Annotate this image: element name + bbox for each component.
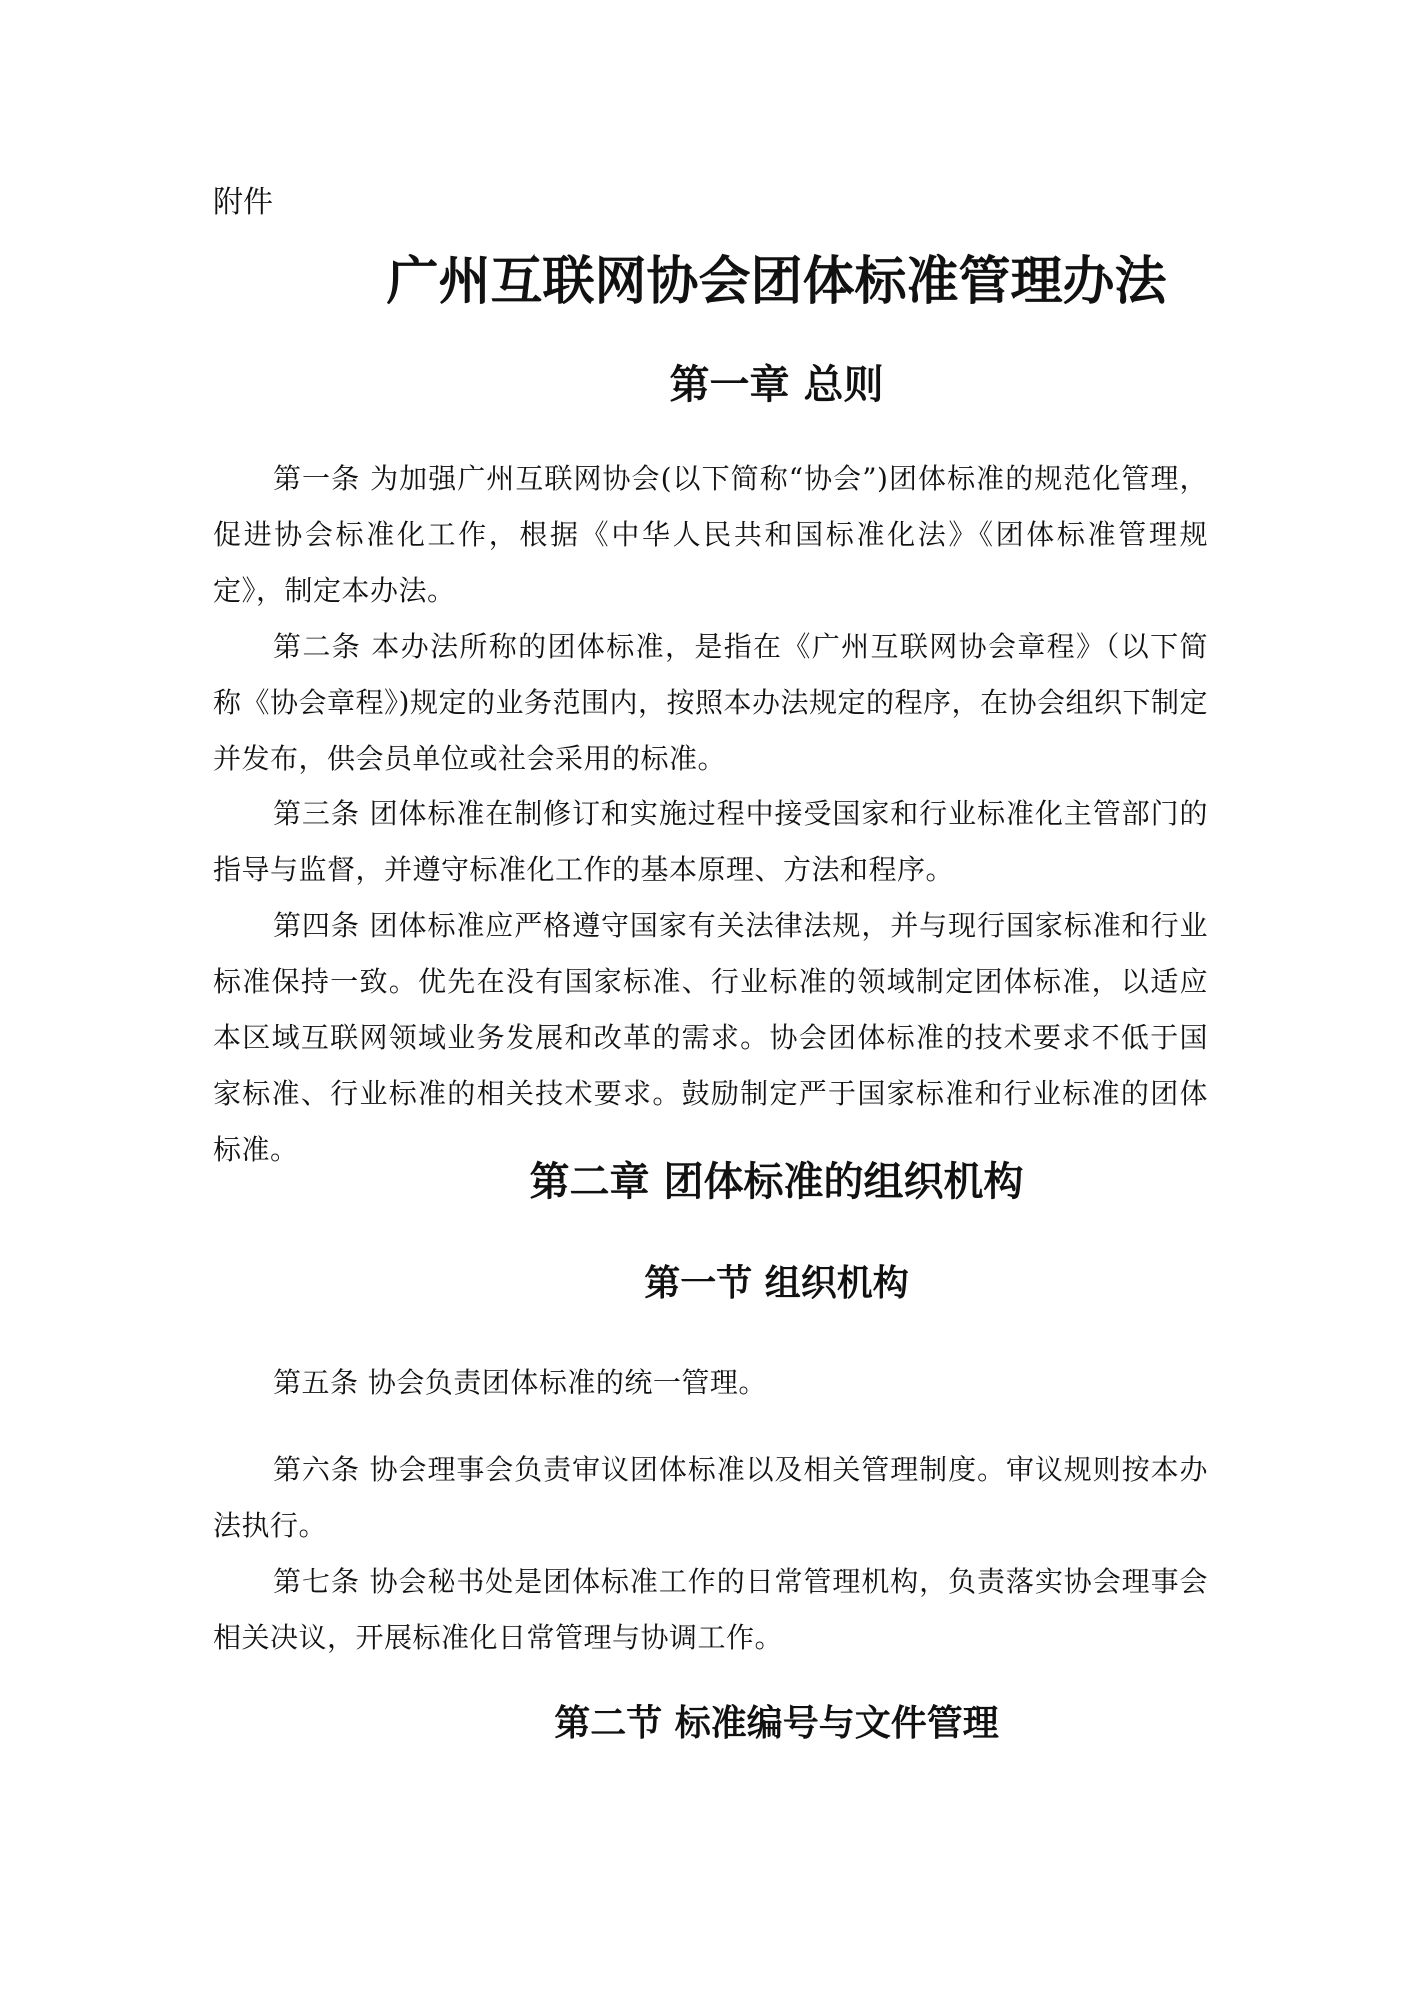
article-4: 第四条 团体标准应严格遵守国家有关法律法规，并与现行国家标准和行业标准保持一致。优先在没有国家标准、行业标准的领域制定团体标准，以适应本区域互联网领域业务发展和改革的需求。协会团体标准的技术要求不低于国家标准、行业标准的相关技术要求。鼓励制定严于国家标准和行业标准的团体标准。 bbox=[213, 909, 1208, 1166]
article-3: 第三条 团体标准在制修订和实施过程中接受国家和行业标准化主管部门的指导与监督，并遵守标准化工作的基本原理、方法和程序。 bbox=[213, 797, 1208, 886]
article-6: 第六条 协会理事会负责审议团体标准以及相关管理制度。审议规则按本办法执行。 bbox=[213, 1453, 1208, 1542]
document-title: 广州互联网协会团体标准管理办法 bbox=[386, 252, 1167, 312]
section-2-heading: 第二节 标准编号与文件管理 bbox=[554, 1703, 999, 1744]
article-1: 第一条 为加强广州互联网协会(以下简称“协会”)团体标准的规范化管理，促进协会标准化工作，根据《中华人民共和国标准化法》《团体标准管理规定》，制定本办法。 bbox=[213, 462, 1208, 607]
chapter-2-heading: 第二章 团体标准的组织机构 bbox=[529, 1159, 1024, 1205]
article-5: 第五条 协会负责团体标准的统一管理。 bbox=[273, 1366, 767, 1399]
section-1-heading: 第一节 组织机构 bbox=[644, 1263, 909, 1304]
article-2: 第二条 本办法所称的团体标准，是指在《广州互联网协会章程》（以下简称《协会章程》)规定的业务范围内，按照本办法规定的程序，在协会组织下制定并发布，供会员单位或社会采用的标准。 bbox=[213, 630, 1208, 775]
article-7: 第七条 协会秘书处是团体标准工作的日常管理机构，负责落实协会理事会相关决议，开展标准化日常管理与协调工作。 bbox=[213, 1565, 1208, 1654]
chapter-1-heading: 第一章 总则 bbox=[669, 362, 884, 408]
attachment-label: 附件 bbox=[213, 185, 273, 220]
